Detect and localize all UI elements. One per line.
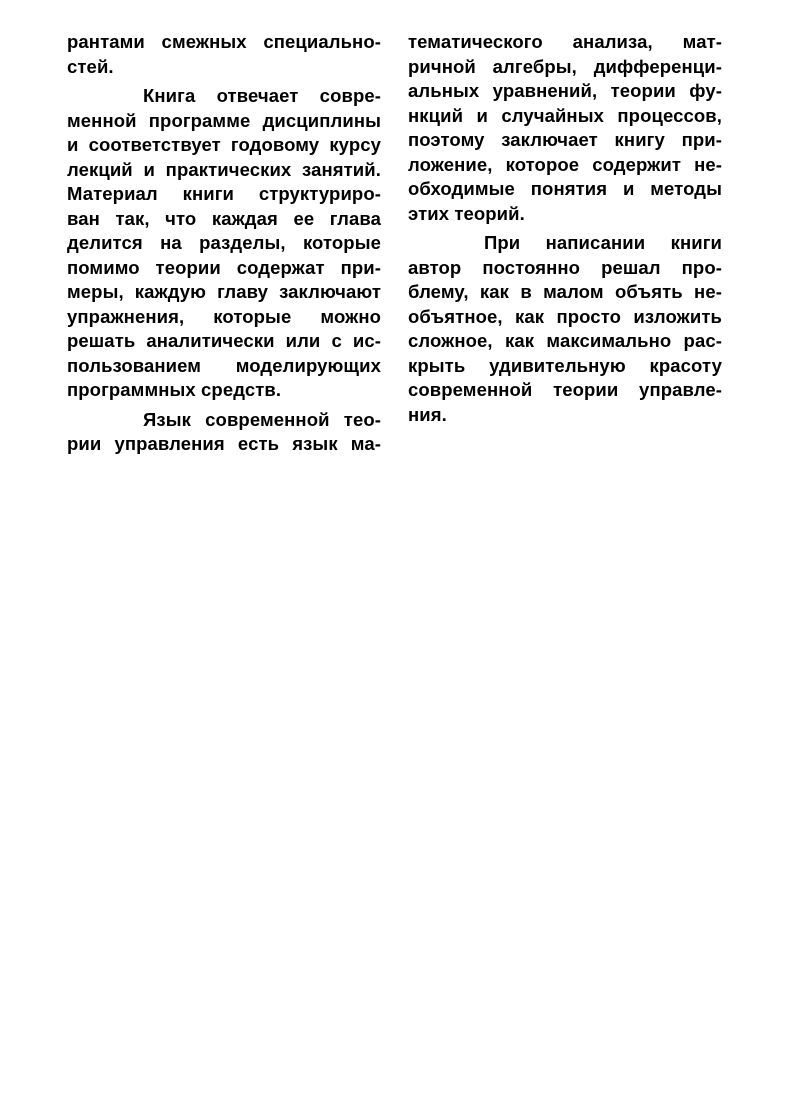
paragraph-start-line: При написании книги <box>484 232 722 253</box>
paragraph-start-line: Книга отвечает совре- <box>143 85 381 106</box>
text-line: делится на разделы, которые <box>67 232 381 253</box>
text-line: поэтому заключает книгу при- <box>408 129 722 150</box>
text-column-right <box>408 30 722 427</box>
text-line: менной программе дисциплины <box>67 109 381 131</box>
text-line: обходимые понятия и методы <box>408 178 722 199</box>
text-line: нкций и случайных процессов, <box>408 104 722 126</box>
text-line: и соответствует годовому курсу <box>67 134 381 155</box>
text-line: ван так, что каждая ее глава <box>67 207 381 229</box>
text-line: ния. <box>408 403 447 425</box>
text-line: автор постоянно решал про- <box>408 256 722 278</box>
text-line: рии управления есть язык ма- <box>67 433 381 454</box>
text-line: сложное, как максимально рас- <box>408 330 722 351</box>
text-line: Материал книги структуриро- <box>67 183 381 204</box>
text-column-left <box>67 30 381 457</box>
text-line: пользованием моделирующих <box>67 354 381 376</box>
text-line: альных уравнений, теории фу- <box>408 80 722 101</box>
text-line: тематического анализа, мат- <box>408 31 722 52</box>
text-line: рантами смежных специально- <box>67 31 381 52</box>
text-line: стей. <box>67 55 114 77</box>
text-line: программных средств. <box>67 379 282 400</box>
text-line: современной теории управле- <box>408 379 722 400</box>
text-line: решать аналитически или с ис- <box>67 330 381 351</box>
text-line: лекций и практических занятий. <box>67 158 381 180</box>
text-line: блему, как в малом объять не- <box>408 281 722 302</box>
text-line: этих теорий. <box>408 202 525 224</box>
paragraph-start-line: Язык современной тео- <box>143 408 381 430</box>
text-line: помимо теории содержат при- <box>67 256 381 278</box>
text-line: ричной алгебры, дифференци- <box>408 55 722 77</box>
text-line: меры, каждую главу заключают <box>67 281 381 302</box>
text-line: ложение, которое содержит не- <box>408 153 722 175</box>
text-line: объятное, как просто изложить <box>408 305 722 327</box>
text-line: упражнения, которые можно <box>67 305 381 327</box>
text-line: крыть удивительную красоту <box>408 354 722 376</box>
